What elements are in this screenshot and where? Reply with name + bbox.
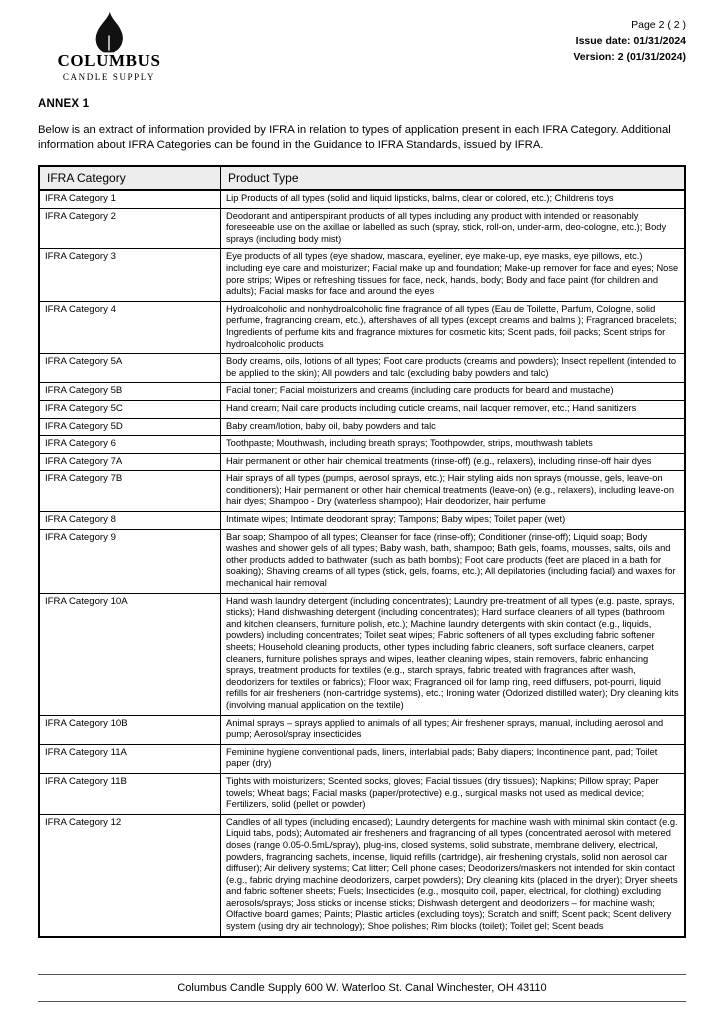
page-header bbox=[38, 12, 686, 82]
ifra-category-cell: IFRA Category 10B bbox=[39, 715, 221, 744]
logo-subtitle: CANDLE SUPPLY bbox=[62, 72, 156, 82]
issue-date: Issue date: 01/31/2024 bbox=[575, 35, 686, 47]
product-type-cell: Feminine hygiene conventional pads, liners, interlabial pads; Baby diapers; Incontinence pant, pad; Toilet paper (dry) bbox=[221, 744, 686, 773]
table-header-row bbox=[39, 166, 685, 190]
page-footer bbox=[38, 974, 686, 1002]
table-row bbox=[39, 436, 685, 454]
table-row bbox=[39, 249, 685, 301]
product-type-cell: Deodorant and antiperspirant products of all types including any product with intended or reasonably foreseeable use on the axillae or labelled as such (spray, stick, roll-on, under-arm, deo-cologne, etc.); Body sprays (including body mist) bbox=[221, 208, 686, 249]
table-row bbox=[39, 773, 685, 814]
product-type-cell: Baby cream/lotion, baby oil, baby powders and talc bbox=[221, 418, 686, 436]
flame-icon bbox=[92, 12, 126, 54]
product-type-cell: Intimate wipes; Intimate deodorant spray; Tampons; Baby wipes; Toilet paper (wet) bbox=[221, 512, 686, 530]
product-type-cell: Hand wash laundry detergent (including concentrates); Laundry pre-treatment of all types (e.g. paste, sprays, sticks); Hand dishwashing detergent (including concentrates); Hard surface cleaners of all types (bathroom and kitchen cleansers, furniture polish, etc.); Machine laundry detergents with skin contact (e.g., liquids, powders) including concentrates; Toilet seat wipes; Fabric softeners of all types excluding fabric softener sheets; Household cleaning products, other types including fabric cleaners, soft surface cleaners, carpet cleaners, furniture polishes sprays and wipes, leather cleaning wipes, stain removers, fabric enhancing sprays, treatment products for textiles (e.g., starch sprays, fabric treated with fragrances after wash, deodorizers for textiles or fabrics); Floor wax; Fragranced oil for lamp ring, reed diffusers, pot-pourri, liquid refills for air fresheners (non-cartridge systems), etc.; Ironing water (Odorized distilled water); Dry cleaning kits (involving manual application on the textile) bbox=[221, 593, 686, 715]
product-type-cell: Hydroalcoholic and nonhydroalcoholic fine fragrance of all types (Eau de Toilette, Parfum, Cologne, solid perfume, fragrancing cream, etc.), aftershaves of all types (except creams and balms ); Fragranced bracelets; Ingredients of perfume kits and fragrance mixtures for cosmetic kits; Scent pads, foil packs; Scent strips for hydroalcoholic products bbox=[221, 301, 686, 353]
table-row bbox=[39, 354, 685, 383]
table-row bbox=[39, 744, 685, 773]
table-row bbox=[39, 453, 685, 471]
product-type-cell: Eye products of all types (eye shadow, mascara, eyeliner, eye make-up, eye masks, eye pillows, etc.) including eye care and moisturizer; Facial make up and foundation; Make-up remover for face and eyes; Nose pore strips; Wipes or refreshing tissues for face, neck, hands, body; Body and face paint (for children and adults); Facial masks for face and around the eyes bbox=[221, 249, 686, 301]
footer-address: Columbus Candle Supply 600 W. Waterloo St. Canal Winchester, OH 43110 bbox=[177, 982, 547, 994]
ifra-category-cell: IFRA Category 12 bbox=[39, 814, 221, 936]
ifra-category-cell: IFRA Category 5A bbox=[39, 354, 221, 383]
table-row bbox=[39, 471, 685, 512]
ifra-table-body bbox=[39, 190, 685, 937]
product-type-cell: Hair sprays of all types (pumps, aerosol sprays, etc.); Hair styling aids non sprays (mousse, gels, leave-on conditioners); Hair permanent or other hair chemical treatments (leave-on) (e.g., relaxers), including leave-on hair dyes; Shampoo - Dry (waterless shampoo); Hair deodorizer, hair perfume bbox=[221, 471, 686, 512]
table-row bbox=[39, 512, 685, 530]
table-row bbox=[39, 715, 685, 744]
table-row bbox=[39, 190, 685, 208]
ifra-category-cell: IFRA Category 5B bbox=[39, 383, 221, 401]
table-row bbox=[39, 301, 685, 353]
product-type-cell: Body creams, oils, lotions of all types; Foot care products (creams and powders); Insect repellent (intended to be applied to the skin); All powders and talc (excluding baby powders and talc) bbox=[221, 354, 686, 383]
table-row bbox=[39, 383, 685, 401]
annex-title: ANNEX 1 bbox=[38, 98, 90, 110]
ifra-category-cell: IFRA Category 11A bbox=[39, 744, 221, 773]
ifra-category-cell: IFRA Category 5D bbox=[39, 418, 221, 436]
page-number: Page 2 ( 2 ) bbox=[631, 19, 686, 31]
product-type-cell: Lip Products of all types (solid and liquid lipsticks, balms, clear or colored, etc.); Childrens toys bbox=[221, 190, 686, 208]
ifra-category-cell: IFRA Category 5C bbox=[39, 400, 221, 418]
ifra-category-cell: IFRA Category 7B bbox=[39, 471, 221, 512]
product-type-cell: Facial toner; Facial moisturizers and creams (including care products for beard and mustache) bbox=[221, 383, 686, 401]
ifra-category-cell: IFRA Category 9 bbox=[39, 529, 221, 593]
column-header-ifra-category: IFRA Category bbox=[39, 166, 221, 190]
ifra-category-cell: IFRA Category 3 bbox=[39, 249, 221, 301]
table-row bbox=[39, 593, 685, 715]
product-type-cell: Animal sprays – sprays applied to animals of all types; Air freshener sprays, manual, including aerosol and pump; Aerosol/spray insecticides bbox=[221, 715, 686, 744]
ifra-category-cell: IFRA Category 8 bbox=[39, 512, 221, 530]
ifra-category-cell: IFRA Category 6 bbox=[39, 436, 221, 454]
table-row bbox=[39, 400, 685, 418]
version: Version: 2 (01/31/2024) bbox=[573, 51, 686, 63]
table-row bbox=[39, 418, 685, 436]
table-row bbox=[39, 814, 685, 936]
column-header-product-type: Product Type bbox=[221, 166, 686, 190]
logo-name: COLUMBUS bbox=[57, 51, 161, 70]
columbus-logo bbox=[54, 12, 164, 82]
product-type-cell: Hand cream; Nail care products including cuticle creams, nail lacquer remover, etc.; Hand sanitizers bbox=[221, 400, 686, 418]
product-type-cell: Candles of all types (including encased); Laundry detergents for machine wash with minimal skin contact (e.g. Liquid tabs, pods); Automated air fresheners and fragrancing of all types (concentrated aerosol with metered doses (range 0.05-0.5mL/spray), plug-ins, closed systems, solid substrate, membrane delivery, electrical, powders, fragrancing sachets, incense, liquid refills (cartridge), air freshening crystals, solid non aerosol car diffuser); Air delivery systems; Cat litter; Cell phone cases; Deodorizers/maskers not intended for skin contact (e.g., fabric drying machine deodorizers, carpet powders); Dry cleaning kits (placed in the dryer); Dryer sheets and fabric softener sheets; Fuels; Insecticides (e.g., mosquito coil, paper, electrical, for clothing) excluding aerosols/sprays; Joss sticks or incense sticks; Dishwash detergent and deodorizers – for machine wash; Olfactive board games; Paints; Plastic articles (excluding toys); Scratch and sniff; Scent pack; Scent delivery system (using dry air technology); Shoe polishes; Rim blocks (toilet); Toilet gel; Scent beads bbox=[221, 814, 686, 936]
ifra-category-cell: IFRA Category 11B bbox=[39, 773, 221, 814]
ifra-category-cell: IFRA Category 4 bbox=[39, 301, 221, 353]
ifra-category-table bbox=[38, 165, 686, 938]
ifra-category-cell: IFRA Category 1 bbox=[39, 190, 221, 208]
product-type-cell: Hair permanent or other hair chemical treatments (rinse-off) (e.g., relaxers), including rinse-off hair dyes bbox=[221, 453, 686, 471]
ifra-category-cell: IFRA Category 10A bbox=[39, 593, 221, 715]
intro-paragraph: Below is an extract of information provided by IFRA in relation to types of application present in each IFRA Category. Additional information about IFRA Categories can be found in the Guidance to IFRA Standards, issued by IFRA. bbox=[38, 124, 671, 151]
table-row bbox=[39, 208, 685, 249]
product-type-cell: Toothpaste; Mouthwash, including breath sprays; Toothpowder, strips, mouthwash tablets bbox=[221, 436, 686, 454]
table-row bbox=[39, 529, 685, 593]
ifra-category-cell: IFRA Category 2 bbox=[39, 208, 221, 249]
ifra-category-cell: IFRA Category 7A bbox=[39, 453, 221, 471]
document-meta bbox=[573, 12, 686, 65]
product-type-cell: Tights with moisturizers; Scented socks, gloves; Facial tissues (dry tissues); Napkins; Pillow spray; Paper towels; Wheat bags; Facial masks (paper/protective) e.g., surgical masks not used as medical device; Fertilizers, solid (pellet or powder) bbox=[221, 773, 686, 814]
product-type-cell: Bar soap; Shampoo of all types; Cleanser for face (rinse-off); Conditioner (rinse-off); Liquid soap; Body washes and shower gels of all types; Baby wash, bath, shampoo; Bath gels, foams, mousses, salts, oils and other products added to bathwater (such as bath bombs); Foot care products (feet are placed in a bath for soaking); Shaving creams of all types (stick, gels, foams, etc.); All depilatories (including facial) and waxes for mechanical hair removal bbox=[221, 529, 686, 593]
